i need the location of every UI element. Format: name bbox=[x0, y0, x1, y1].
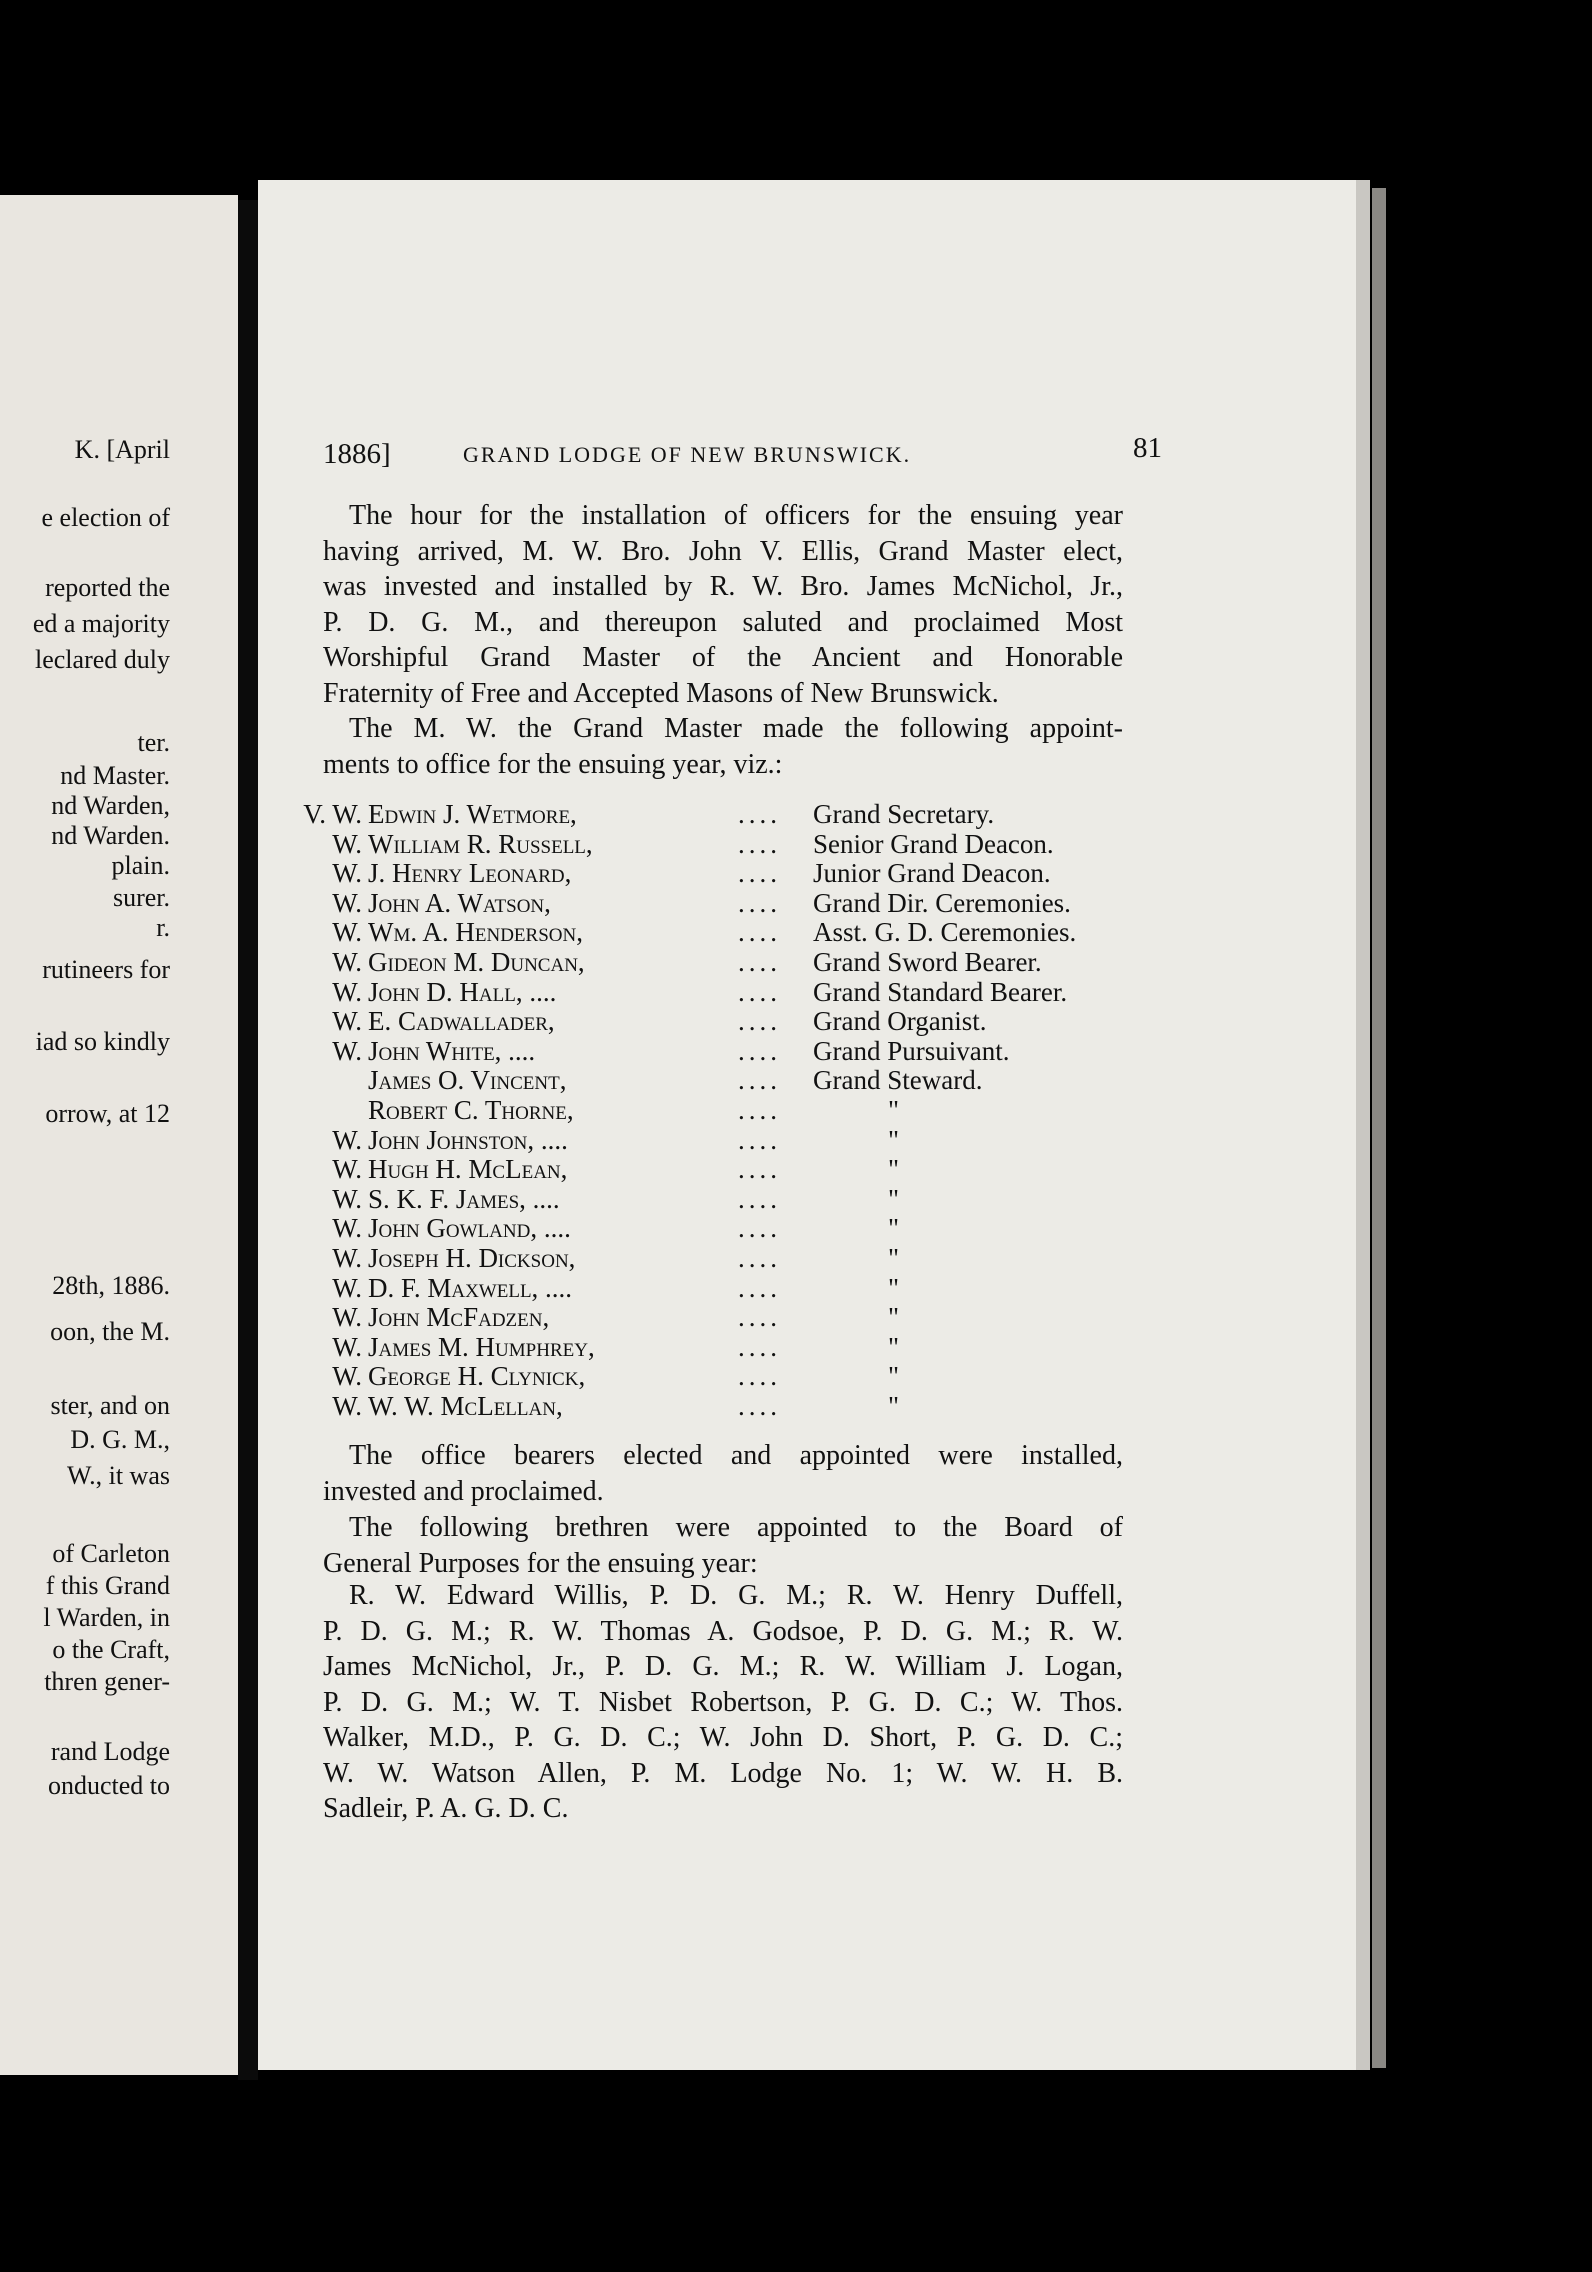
left-page-line: oon, the M. bbox=[50, 1317, 170, 1346]
officer-row bbox=[328, 1125, 1188, 1155]
officer-office: " bbox=[888, 1243, 900, 1273]
left-page-line: 28th, 1886. bbox=[52, 1271, 170, 1300]
left-page-line: rand Lodge bbox=[50, 1737, 170, 1766]
left-page-line: surer. bbox=[112, 883, 170, 912]
officer-prefix: W. bbox=[332, 1302, 362, 1333]
appointments-paragraph bbox=[323, 711, 1123, 782]
text-line: W. W. Watson Allen, P. M. Lodge No. 1; W. W. H. B. bbox=[323, 1757, 1123, 1789]
officer-row bbox=[328, 1036, 1188, 1066]
officer-name: Edwin J. Wetmore, bbox=[368, 799, 577, 829]
officer-prefix: W. bbox=[332, 1183, 362, 1214]
officer-name: E. Cadwallader, bbox=[368, 1006, 555, 1037]
officer-office: Grand Steward. bbox=[813, 1065, 983, 1096]
text-line: The hour for the installation of officers for the ensuing year bbox=[349, 500, 1123, 531]
officer-prefix: W. bbox=[332, 1124, 362, 1155]
officer-row bbox=[328, 1361, 1188, 1391]
officer-name: James O. Vincent, bbox=[368, 1065, 567, 1096]
officer-row bbox=[328, 858, 1188, 888]
leader-dots: .... bbox=[738, 1183, 781, 1214]
officer-row bbox=[303, 799, 1188, 829]
leader-dots: .... bbox=[738, 799, 781, 829]
leader-dots: .... bbox=[738, 1095, 781, 1125]
officer-name: John A. Watson, bbox=[368, 887, 551, 918]
officer-prefix: W. bbox=[332, 976, 362, 1007]
officer-prefix: W. bbox=[332, 1006, 362, 1037]
text-line: James McNichol, Jr., P. D. G. M.; R. W. William J. Logan, bbox=[323, 1651, 1123, 1682]
officer-name: D. F. Maxwell, .... bbox=[368, 1272, 573, 1303]
officer-prefix: W. bbox=[332, 1391, 362, 1421]
officer-office: Grand Standard Bearer. bbox=[813, 976, 1068, 1007]
left-page-line: o the Craft, bbox=[52, 1635, 170, 1664]
officer-office: Senior Grand Deacon. bbox=[813, 828, 1054, 859]
officer-prefix: W. bbox=[332, 1243, 362, 1273]
officer-row bbox=[328, 1213, 1188, 1243]
officer-office: " bbox=[888, 1272, 900, 1303]
officer-row bbox=[328, 1332, 1188, 1362]
text-line: P. D. G. M.; R. W. Thomas A. Godsoe, P. D. G. M.; R. W. bbox=[323, 1615, 1123, 1647]
board-members-paragraph bbox=[323, 1580, 1123, 1829]
left-page-line: K. [April bbox=[74, 435, 170, 464]
text-line: Sadleir, P. A. G. D. C. bbox=[323, 1793, 569, 1824]
leader-dots: .... bbox=[738, 1302, 781, 1333]
text-line: The office bearers elected and appointed were installed, bbox=[349, 1440, 1123, 1471]
officer-prefix: W. bbox=[332, 917, 362, 948]
officer-prefix: W. bbox=[332, 1035, 362, 1066]
officer-name: Hugh H. McLean, bbox=[368, 1154, 568, 1185]
leader-dots: .... bbox=[738, 1035, 781, 1066]
left-page-line: nd Warden. bbox=[51, 821, 170, 850]
left-page-line: iad so kindly bbox=[35, 1027, 170, 1056]
text-line: The following brethren were appointed to the Board of bbox=[349, 1512, 1123, 1543]
leader-dots: .... bbox=[738, 917, 781, 948]
officer-row bbox=[328, 1273, 1188, 1303]
installation-paragraph bbox=[323, 498, 1123, 711]
leader-dots: .... bbox=[738, 1065, 781, 1096]
officer-prefix: W. bbox=[332, 887, 362, 918]
text-line: ments to office for the ensuing year, viz.: bbox=[323, 748, 783, 780]
leader-dots: .... bbox=[738, 947, 781, 977]
officer-prefix: W. bbox=[332, 1154, 362, 1185]
officer-office: Junior Grand Deacon. bbox=[813, 858, 1051, 889]
left-page-line: plain. bbox=[111, 851, 170, 880]
officer-office: Grand Secretary. bbox=[813, 799, 995, 829]
left-page-line: r. bbox=[156, 913, 170, 942]
officer-row bbox=[328, 1006, 1188, 1036]
officer-prefix: W. bbox=[332, 828, 362, 859]
left-page-line: of Carleton bbox=[52, 1539, 170, 1568]
left-page-line: ster, and on bbox=[50, 1391, 170, 1420]
leader-dots: .... bbox=[738, 1331, 781, 1362]
left-page-line: nd Master. bbox=[60, 761, 170, 790]
officer-prefix: W. bbox=[332, 1213, 362, 1244]
officer-prefix: W. bbox=[332, 1361, 362, 1392]
page-number: 81 bbox=[1133, 432, 1162, 464]
officer-name: John Gowland, .... bbox=[368, 1213, 571, 1244]
leader-dots: .... bbox=[738, 976, 781, 1007]
left-page-line: nd Warden, bbox=[51, 791, 170, 820]
leader-dots: .... bbox=[738, 1154, 781, 1185]
text-line: Fraternity of Free and Accepted Masons of New Brunswick. bbox=[323, 677, 999, 709]
leader-dots: .... bbox=[738, 887, 781, 918]
text-line: Worshipful Grand Master of the Ancient and Honorable bbox=[323, 642, 1123, 673]
officer-name: Joseph H. Dickson, bbox=[368, 1243, 576, 1273]
officer-name: George H. Clynick, bbox=[368, 1361, 586, 1392]
text-line: P. D. G. M.; W. T. Nisbet Robertson, P. G. D. C.; W. Thos. bbox=[323, 1686, 1123, 1718]
leader-dots: .... bbox=[738, 1213, 781, 1244]
leader-dots: .... bbox=[738, 858, 781, 889]
officer-row bbox=[328, 1154, 1188, 1184]
officer-office: " bbox=[888, 1361, 900, 1392]
officer-name: John White, .... bbox=[368, 1035, 536, 1066]
left-page-line: ter. bbox=[137, 728, 170, 757]
left-page-line: ed a majority bbox=[32, 609, 170, 638]
left-page-line: f this Grand bbox=[45, 1571, 170, 1600]
officer-name: John Johnston, .... bbox=[368, 1124, 568, 1155]
header-year: 1886] bbox=[323, 438, 391, 470]
text-line: Walker, M.D., P. G. D. C.; W. John D. Short, P. G. D. C.; bbox=[323, 1722, 1123, 1753]
left-page-line: rutineers for bbox=[42, 955, 170, 984]
board-paragraph bbox=[323, 1510, 1123, 1581]
text-line: was invested and installed by R. W. Bro. James McNichol, Jr., bbox=[323, 571, 1123, 602]
officer-office: Grand Pursuivant. bbox=[813, 1035, 1010, 1066]
leader-dots: .... bbox=[738, 1361, 781, 1392]
text-line: invested and proclaimed. bbox=[323, 1475, 604, 1507]
officer-office: " bbox=[888, 1213, 900, 1244]
officer-office: Grand Organist. bbox=[813, 1006, 987, 1037]
officer-name: Gideon M. Duncan, bbox=[368, 947, 585, 977]
officer-name: William R. Russell, bbox=[368, 828, 593, 859]
leader-dots: .... bbox=[738, 1391, 781, 1421]
text-line: P. D. G. M., and thereupon saluted and proclaimed Most bbox=[323, 606, 1123, 638]
leader-dots: .... bbox=[738, 1243, 781, 1273]
officer-name: Wm. A. Henderson, bbox=[368, 917, 583, 948]
leader-dots: .... bbox=[738, 828, 781, 859]
officer-office: Grand Dir. Ceremonies. bbox=[813, 887, 1071, 918]
left-page-line: l Warden, in bbox=[43, 1603, 170, 1632]
installed-paragraph bbox=[323, 1438, 1123, 1509]
officer-row bbox=[328, 829, 1188, 859]
officer-row bbox=[328, 1302, 1188, 1332]
left-page-line: orrow, at 12 bbox=[45, 1099, 170, 1128]
officer-office: " bbox=[888, 1331, 900, 1362]
officer-office: " bbox=[888, 1302, 900, 1333]
officer-row bbox=[328, 947, 1188, 977]
officer-office: Grand Sword Bearer. bbox=[813, 947, 1042, 977]
leader-dots: .... bbox=[738, 1006, 781, 1037]
left-page-line: onducted to bbox=[47, 1771, 170, 1800]
text-line: The M. W. the Grand Master made the following appoint- bbox=[349, 713, 1123, 744]
running-header bbox=[323, 432, 1373, 478]
officer-office: " bbox=[888, 1154, 900, 1185]
page-edge bbox=[1372, 188, 1386, 2068]
officer-row bbox=[328, 917, 1188, 947]
officer-row bbox=[328, 1095, 1188, 1125]
officer-prefix: W. bbox=[332, 858, 362, 889]
text-line: having arrived, M. W. Bro. John V. Ellis, Grand Master elect, bbox=[323, 535, 1123, 567]
officer-row bbox=[328, 1184, 1188, 1214]
officer-name: Robert C. Thorne, bbox=[368, 1095, 574, 1125]
officer-office: Asst. G. D. Ceremonies. bbox=[813, 917, 1077, 948]
officer-name: J. Henry Leonard, bbox=[368, 858, 572, 889]
right-page bbox=[258, 180, 1370, 2070]
leader-dots: .... bbox=[738, 1124, 781, 1155]
leader-dots: .... bbox=[738, 1272, 781, 1303]
officer-row bbox=[328, 1243, 1188, 1273]
officer-name: W. W. McLellan, bbox=[368, 1391, 563, 1421]
officer-prefix: W. bbox=[332, 1272, 362, 1303]
text-line: General Purposes for the ensuing year: bbox=[323, 1547, 758, 1579]
officer-name: S. K. F. James, .... bbox=[368, 1183, 560, 1214]
officer-office: " bbox=[888, 1391, 900, 1421]
officer-name: John D. Hall, .... bbox=[368, 976, 557, 1007]
officer-office: " bbox=[888, 1095, 900, 1125]
officer-name: John McFadzen, bbox=[368, 1302, 550, 1333]
left-page-fragment bbox=[0, 195, 238, 2075]
left-page-line: e election of bbox=[41, 503, 170, 532]
officer-name: James M. Humphrey, bbox=[368, 1331, 595, 1362]
officer-prefix: V. W. bbox=[303, 799, 362, 829]
officer-row bbox=[328, 1391, 1188, 1421]
officer-prefix: W. bbox=[332, 947, 362, 977]
officer-office: " bbox=[888, 1124, 900, 1155]
officer-row bbox=[328, 977, 1188, 1007]
book-gutter bbox=[238, 200, 258, 2080]
officer-office: " bbox=[888, 1183, 900, 1214]
text-line: R. W. Edward Willis, P. D. G. M.; R. W. Henry Duffell, bbox=[349, 1580, 1123, 1611]
left-page-line: D. G. M., bbox=[70, 1425, 170, 1454]
officer-prefix: W. bbox=[332, 1331, 362, 1362]
left-page-line: thren gener- bbox=[44, 1667, 170, 1696]
left-page-line: reported the bbox=[45, 573, 170, 602]
officer-row bbox=[328, 1065, 1188, 1095]
header-title: GRAND LODGE OF NEW BRUNSWICK. bbox=[463, 442, 912, 467]
left-page-line: leclared duly bbox=[35, 645, 170, 674]
left-page-line: W., it was bbox=[66, 1461, 170, 1490]
officer-row bbox=[328, 888, 1188, 918]
